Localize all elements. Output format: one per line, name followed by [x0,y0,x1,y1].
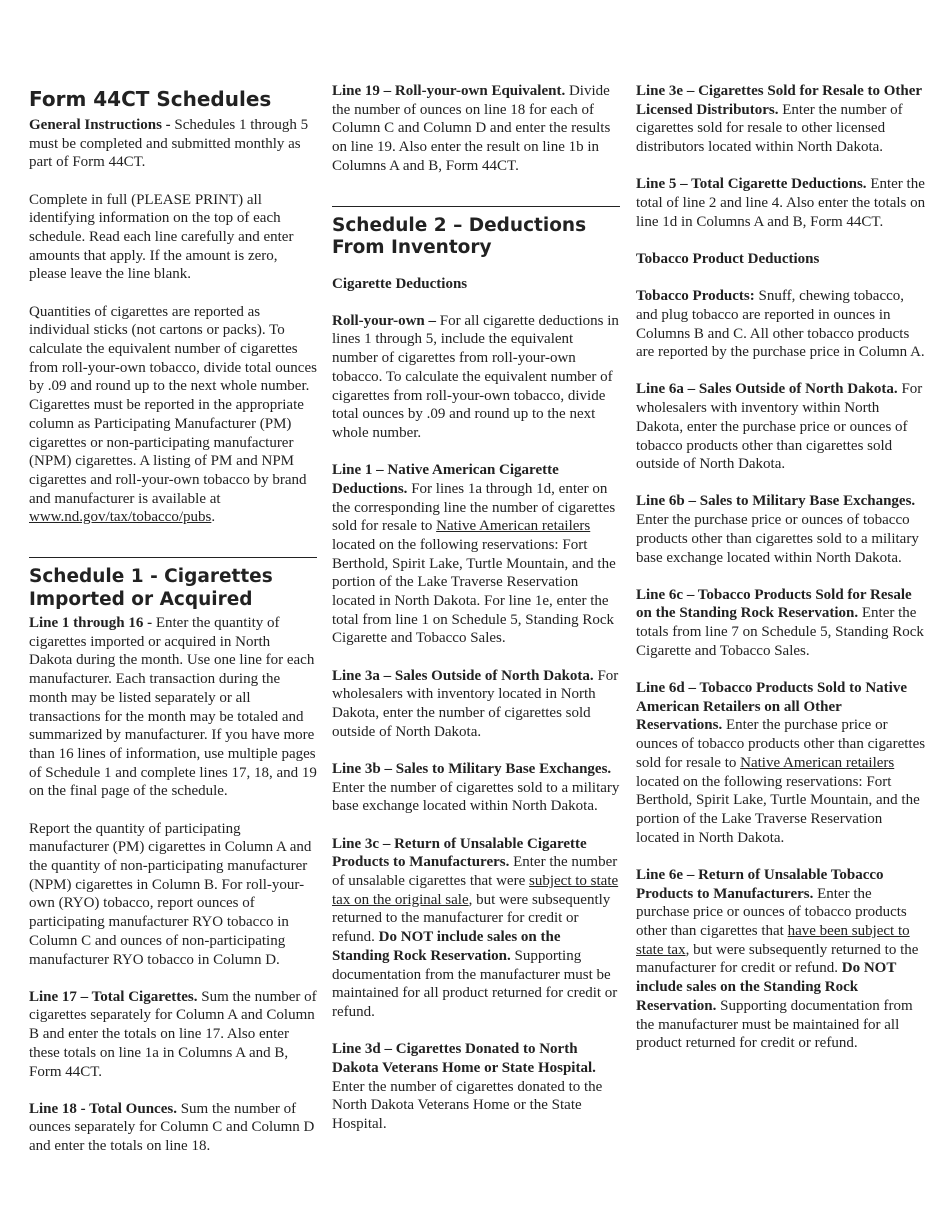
tobacco-products-text: Snuff, chewing tobacco, and plug tobacco are reported in ounces in Columns B and C. All other tobacco products are reported by the purchase price in Column A. [636,288,925,361]
tobacco-products-instructions [636,287,926,362]
tobacco-deductions-label: Tobacco Product Deductions [636,250,820,267]
line-3e-text: Enter the number of cigarettes sold for resale to other licensed distributors located within North Dakota. [636,101,903,156]
line-5-text: Enter the total of line 2 and line 4. Also enter the totals on line 1d in Columns A and B, Form 44CT. [636,176,926,230]
line-6b-instructions [636,492,926,567]
line-17-instructions [29,988,317,1082]
line-18-text: Sum the number of ounces separately for Column C and Column D and enter the totals on line 18. [29,1100,315,1155]
schedule-2-title: Schedule 2 – Deductions From Inventory [332,214,587,259]
roll-your-own-label: Roll-your-own – [332,312,437,329]
line-1-instructions [332,461,620,648]
identifying-info-paragraph: Complete in full (PLEASE PRINT) all identifying information on the top of each schedule. Read each line carefully and enter amounts that apply. If the amount is zero, please leave the line blank. [29,191,294,283]
column-2 [332,82,620,1152]
line-6e-warning: Do NOT include sales on the Standing Rock Reservation. [636,960,897,1014]
line-1-label: Line 1 – Native American Cigarette Deductions. [332,462,559,497]
line-6b-label: Line 6b – Sales to Military Base Exchanges. [636,493,916,510]
line-3c-instructions [332,835,620,1022]
line-19-instructions [332,82,620,176]
native-american-retailers-link[interactable]: Native American retailers [436,518,591,535]
report-quantity-paragraph: Report the quantity of participating manufacturer (PM) cigarettes in Column A and the quantity of non-participating manufacturer (NPM) cigarettes in Column B. For roll-your-own (RYO) tobacco, report ounces of participating manufacturer RYO tobacco in Column C and ounces of non-participating manufacturer RYO tobacco in Column D. [29,820,312,968]
line-6d-text-a: Enter the purchase price or ounces of tobacco products other than cigarettes sold for resale to [636,717,926,771]
line-19-text: Divide the number of ounces on line 18 for each of Column C and Column D and enter the results on line 19. Also enter the result on line 1b in Columns A and B, Form 44CT. [332,83,611,174]
line-3c-text-c: Supporting documentation from the manufacturer must be maintained for all product returned for credit or refund. [332,947,618,1020]
pubs-link[interactable]: www.nd.gov/tax/tobacco/pubs [29,509,212,526]
gi-text: Schedules 1 through 5 must be completed and submitted monthly as part of Form 44CT. [29,117,309,171]
line-1-text-b: located on the following reservations: Fort Berthold, Spirit Lake, Turtle Mountain, and the portion of the Lake Traverse Reservation located in North Dakota. For line 1e, enter the total from line 1 on Schedule 5, Standing Rock Cigarette and Tobacco Sales. [332,536,616,647]
line-1-16-text: Enter the quantity of cigarettes imported or acquired in North Dakota during the month. Use one line for each manufacturer. Each transaction during the month may be listed separately or all transactions for the month may be totaled and summarized by manufacturer. If you have more than 16 lines of information, use multiple pages of Schedule 1 and complete lines 17, 18, and 19 on the final page of the schedule. [29,615,317,800]
line-19-label: Line 19 – Roll-your-own Equivalent. [332,83,566,99]
line-3c-text-a: Enter the number of unsalable cigarettes that were [332,854,618,889]
line-6c-label: Line 6c – Tobacco Products Sold for Resale on the Standing Rock Reservation. [636,586,912,622]
line-17-text: Sum the number of cigarettes separately for Column A and Column B and enter the totals on line 17. Also enter these totals on line 1a in Columns A and B, Form 44CT. [29,988,317,1080]
line-3a-instructions [332,667,620,742]
page-title: Form 44CT Schedules [29,87,272,111]
line-3c-warning: Do NOT include sales on the Standing Rock Reservation. [332,929,561,964]
cigarette-deductions-label: Cigarette Deductions [332,275,468,292]
line-6e-text-c: Supporting documentation from the manufacturer must be maintained for all product returned for credit or refund. [636,997,913,1052]
line-6e-text-b: , but were subsequently returned to the manufacturer for credit or refund. [636,941,919,977]
line-6a-text: For wholesalers with inventory within North Dakota, enter the purchase price or ounces of tobacco products other than cigarettes sold outside of North Dakota. [636,381,923,473]
quantities-end: . [211,509,216,526]
roll-your-own-text: For all cigarette deductions in lines 1 through 5, include the equivalent number of cigarettes from roll-your-own tobacco. To calculate the equivalent number of cigarettes from roll-your-own tobacco, divide total ounces by .09 and round up to the next whole number. [332,312,619,441]
line-3c-text-b: , but were subsequently returned to the manufacturer for credit or refund. [332,891,611,946]
line-5-label: Line 5 – Total Cigarette Deductions. [636,176,867,193]
line-6d-instructions [636,679,926,847]
schedule-2-section [332,206,620,1134]
line-6a-label: Line 6a – Sales Outside of North Dakota. [636,381,898,398]
line-3b-text: Enter the number of cigarettes sold to a military base exchange located within North Dakota. [332,779,620,815]
schedule-1-title: Schedule 1 - Cigarettes Imported or Acquired [29,566,273,610]
line-6a-instructions [636,380,926,474]
line-1-16-instructions [29,614,317,801]
line-3a-label: Line 3a – Sales Outside of North Dakota. [332,667,594,684]
line-6d-text-b: located on the following reservations: Fort Berthold, Spirit Lake, Turtle Mountain, and the portion of the Lake Traverse Reservation located in North Dakota. [636,773,920,846]
line-17-label: Line 17 – Total Cigarettes. [29,988,198,1005]
line-6e-instructions [636,866,926,1053]
subject-to-state-tax-link[interactable]: subject to state tax on the original sale [332,873,619,908]
line-1-text-a: For lines 1a through 1d, enter on the corresponding line the number of cigarettes sold for resale to [332,480,616,535]
line-18-label: Line 18 - Total Ounces. [29,1100,177,1117]
column-3 [636,82,926,1071]
line-3e-label: Line 3e – Cigarettes Sold for Resale to Other Licensed Distributors. [636,83,922,118]
gi-label: General Instructions - [29,117,171,133]
line-6c-instructions [636,586,926,661]
line-3c-label: Line 3c – Return of Unsalable Cigarette Products to Manufacturers. [332,835,587,871]
line-3d-instructions [332,1040,620,1134]
quantities-text: Quantities of cigarettes are reported as individual sticks (not cartons or packs). To calculate the equivalent number of cigarettes from roll-your-own tobacco, divide total ounces by .09 and round up to the next whole number. Cigarettes must be reported in the appropriate column as Participating Manufacturer (PM) cigarettes or non-participating manufacturer (NPM) cigarettes. A listing of PM and NPM cigarettes and roll-your-own tobacco by brand and manufacturer is available at [29,303,317,507]
schedule-1-section [29,557,317,1156]
column-1 [29,82,317,1174]
subject-to-state-tax-link-2[interactable]: have been subject to state tax [636,923,910,958]
line-3e-instructions [636,82,926,157]
line-6e-label: Line 6e – Return of Unsalable Tobacco Products to Manufacturers. [636,866,884,902]
tobacco-deductions-heading [636,250,926,269]
roll-your-own-instructions [332,312,620,443]
general-instructions [29,116,317,172]
line-3b-instructions [332,760,620,816]
line-1-16-label: Line 1 through 16 - [29,615,153,632]
line-6e-text-a: Enter the purchase price or ounces of tobacco products other than cigarettes that [636,885,907,940]
quantities-paragraph [29,303,317,527]
line-3a-text: For wholesalers with inventory located in North Dakota, enter the number of cigarettes sold outside of North Dakota. [332,667,619,740]
line-6b-text: Enter the purchase price or ounces of tobacco products other than cigarettes sold to a military base exchange located within North Dakota. [636,512,919,566]
line-3d-label: Line 3d – Cigarettes Donated to North Dakota Veterans Home or State Hospital. [332,1041,596,1076]
line-3b-label: Line 3b – Sales to Military Base Exchanges. [332,760,612,777]
line-6d-label: Line 6d – Tobacco Products Sold to Native American Retailers on all Other Reservations. [636,680,908,734]
line-5-instructions [636,175,926,231]
native-american-retailers-link-2[interactable]: Native American retailers [740,754,895,771]
line-6c-text: Enter the totals from line 7 on Schedule 5, Standing Rock Cigarette and Tobacco Sales. [636,605,924,659]
tobacco-products-label: Tobacco Products: [636,288,755,305]
line-18-instructions [29,1100,317,1156]
cigarette-deductions-heading [332,275,620,294]
line-3d-text: Enter the number of cigarettes donated to the North Dakota Veterans Home or the State Hospital. [332,1078,603,1132]
